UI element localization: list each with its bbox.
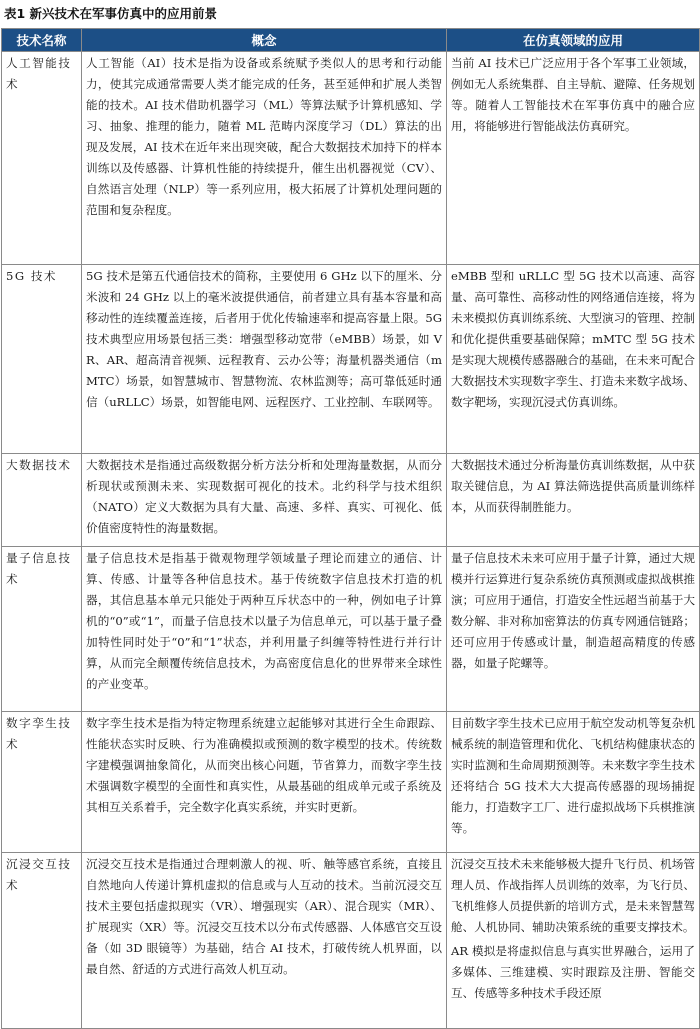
application-cell [447,712,700,853]
application-paragraph: 大数据技术通过分析海量仿真训练数据，从中获取关键信息，为 AI 算法筛选提供高质量训练样本，从而获得制胜能力。 [451,458,695,514]
tech-table [1,28,700,1029]
concept-cell: 大数据技术是指通过高级数据分析方法分析和处理海量数据，从而分析现状或预测未来、实现数据可视化的技术。北约科学与技术组织（NATO）定义大数据为具有大量、高速、多样、真实、可视化、低价值密度特性的海量数据。 [82,454,447,547]
table-row [2,853,700,1029]
concept-cell: 数字孪生技术是指为特定物理系统建立起能够对其进行全生命跟踪、性能状态实时反映、行为准确模拟或预测的数字模型的技术。传统数字建模强调抽象简化，从而突出核心问题，节省算力，而数字孪生技术强调数字模型的全面性和真实性，从最基础的组成单元或子系统及其相互关系着手，完全数字化真实系统，并实时更新。 [82,712,447,853]
table-row [2,52,700,265]
tech-name-cell: 5G 技术 [2,265,82,454]
tech-name-cell: 数字孪生技术 [2,712,82,853]
application-paragraph: eMBB 型和 uRLLC 型 5G 技术以高速、高容量、高可靠性、高移动性的网络通信连接，将为未来模拟仿真训练系统、大型演习的管理、控制和优化提供重要基础保障；mMTC 型 5G 技术是实现大规模传感器融合的基础，在未来可配合大数据技术实现数字孪生、打造未来数字战场、数字靶场，实现沉浸式仿真训练。 [451,269,695,409]
concept-cell: 沉浸交互技术是指通过合理刺激人的视、听、触等感官系统，直接且自然地向人传递计算机虚拟的信息或与人互动的技术。当前沉浸交互技术主要包括虚拟现实（VR）、增强现实（AR）、混合现实（MR）、扩展现实（XR）等。沉浸交互技术以分布式传感器、人体感官交互设备（如 3D 眼镜等）为基础，结合 AI 技术，打破传统人机界面，以最自然、舒适的方式进行高效人机互动。 [82,853,447,1029]
header-application: 在仿真领域的应用 [447,29,700,52]
header-tech-name: 技术名称 [2,29,82,52]
header-concept: 概念 [82,29,447,52]
table-row [2,712,700,853]
application-cell [447,265,700,454]
application-paragraph: 目前数字孪生技术已应用于航空发动机等复杂机械系统的制造管理和优化、飞机结构健康状态的实时监测和生命周期预测等。未来数字孪生技术还将结合 5G 技术大大提高传感器的现场捕捉能力，打造数字工厂、进行虚拟战场下兵棋推演等。 [451,716,695,835]
concept-cell: 人工智能（AI）技术是指为设备或系统赋予类似人的思考和行动能力，使其完成通常需要人类才能完成的任务，甚至延伸和扩展人类智能的技术。AI 技术借助机器学习（ML）等算法赋予计算机感知、学习、抽象、推理的能力，随着 ML 范畴内深度学习（DL）算法的出现及发展，AI 技术在近年来出现突破，配合大数据技术加持下的样本训练以及传感器、计算机性能的持续提升，催生出机器视觉（CV）、自然语言处理（NLP）等一系列应用，极大拓展了计算机处理问题的范围和复杂程度。 [82,52,447,265]
application-paragraph: 当前 AI 技术已广泛应用于各个军事工业领域，例如无人系统集群、自主导航、避障、任务规划等。随着人工智能技术在军事仿真中的融合应用，将能够进行智能战法仿真研究。 [451,56,695,133]
table-header-row [2,29,700,52]
application-paragraph: 沉浸交互技术未来能够极大提升飞行员、机场管理人员、作战指挥人员训练的效率，为飞行员、飞机维修人员提供新的培训方式，是未来智慧驾舱、人机协同、辅助决策系统的重要支撑技术。 [451,857,695,934]
application-cell [447,547,700,712]
concept-cell: 5G 技术是第五代通信技术的简称，主要使用 6 GHz 以下的厘米、分米波和 24 GHz 以上的毫米波提供通信，前者建立具有基本容量和高移动性的连续覆盖连接，后者用于优化传输速率和提高容量上限。5G 技术典型应用场景包括三类：增强型移动宽带（eMBB）场景，如 VR、AR、超高清音视频、远程教育、云办公等；海量机器类通信（mMTC）场景，如智慧城市、智慧物流、农林监测等；高可靠低延时通信（uRLLC）场景，如智能电网、远程医疗、工业控制、车联网等。 [82,265,447,454]
tech-name-cell: 量子信息技术 [2,547,82,712]
table-row [2,265,700,454]
tech-name-cell: 人工智能技术 [2,52,82,265]
application-cell [447,853,700,1029]
tech-name-cell: 大数据技术 [2,454,82,547]
application-paragraph: 量子信息技术未来可应用于量子计算，通过大规模并行运算进行复杂系统仿真预测或虚拟战棋推演；可应用于通信，打造安全性远超当前基于大数分解、非对称加密算法的仿真专网通信链路；还可应用于传感或计量，制造超高精度的传感器，如量子陀螺等。 [451,551,695,670]
table-row [2,454,700,547]
table-caption: 表1 新兴技术在军事仿真中的应用前景 [4,6,218,21]
application-paragraph: AR 模拟是将虚拟信息与真实世界融合，运用了多媒体、三维建模、实时跟踪及注册、智能交互、传感等多种技术手段还原 [451,944,695,1000]
application-cell [447,454,700,547]
table-row [2,547,700,712]
tech-name-cell: 沉浸交互技术 [2,853,82,1029]
application-cell [447,52,700,265]
concept-cell: 量子信息技术是指基于微观物理学领域量子理论而建立的通信、计算、传感、计量等各种信息技术。基于传统数字信息技术打造的机器，其信息基本单元只能处于两种互斥状态中的一种，例如电子计算机的“0”或“1”，而量子信息技术以量子为信息单元，可以基于量子叠加特性同时处于“0”和“1”状态，并利用量子纠缠等特性进行并行计算，从而完全颠覆传统信息技术，为高密度信息化的世界带来全球性的产业变革。 [82,547,447,712]
